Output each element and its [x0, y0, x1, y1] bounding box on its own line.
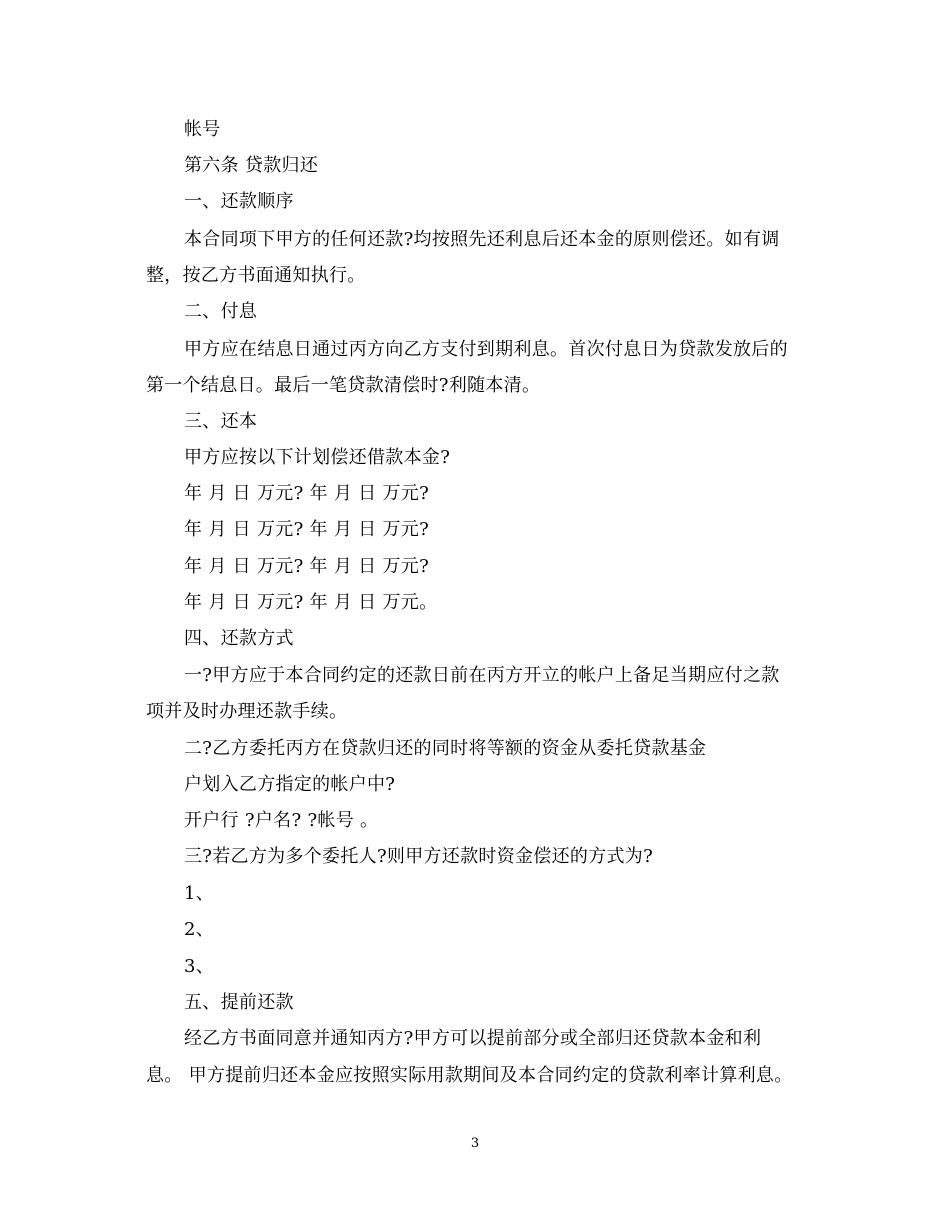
paragraph-line: 本合同项下甲方的任何还款?均按照先还利息后还本金的原则偿还。如有调 — [184, 229, 780, 250]
section-4-heading: 四、还款方式 — [184, 628, 294, 649]
repayment-schedule-line: 年 月 日 万元? 年 月 日 万元? — [184, 556, 430, 577]
paragraph-line: 甲方应在结息日通过丙方向乙方支付到期利息。首次付息日为贷款发放后的 — [184, 339, 788, 360]
repayment-schedule-line: 年 月 日 万元? 年 月 日 万元? — [184, 483, 430, 504]
paragraph-line: 第一个结息日。最后一笔贷款清偿时?利随本清。 — [146, 375, 541, 396]
section-5-heading: 五、提前还款 — [184, 992, 294, 1013]
paragraph-line: 户划入乙方指定的帐户中? — [184, 774, 396, 795]
article-6-heading: 第六条 贷款归还 — [184, 155, 319, 176]
paragraph-line: 息。 甲方提前归还本金应按照实际用款期间及本合同约定的贷款利率计算利息。 — [146, 1065, 793, 1086]
paragraph-line: 项并及时办理还款手续。 — [146, 701, 348, 722]
paragraph-line: 经乙方书面同意并通知丙方?甲方可以提前部分或全部归还贷款本金和利 — [184, 1028, 762, 1049]
paragraph-line: 甲方应按以下计划偿还借款本金? — [184, 447, 451, 468]
paragraph-line: 整，按乙方书面通知执行。 — [146, 265, 366, 286]
section-3-heading: 三、还本 — [184, 411, 258, 432]
section-1-heading: 一、还款顺序 — [184, 191, 294, 212]
account-number-line: 帐号 — [184, 119, 221, 140]
list-item: 1、 — [184, 883, 215, 904]
paragraph-line: 三?若乙方为多个委托人?则甲方还款时资金偿还的方式为? — [184, 846, 654, 867]
repayment-schedule-line: 年 月 日 万元? 年 月 日 万元? — [184, 519, 430, 540]
bank-account-line: 开户行 ?户名? ?帐号 。 — [184, 810, 379, 831]
paragraph-line: 一?甲方应于本合同约定的还款日前在丙方开立的帐户上备足当期应付之款 — [184, 665, 780, 686]
paragraph-line: 二?乙方委托丙方在贷款归还的同时将等额的资金从委托贷款基金 — [184, 738, 707, 759]
list-item: 2、 — [184, 919, 215, 940]
repayment-schedule-line: 年 月 日 万元? 年 月 日 万元。 — [184, 592, 438, 613]
list-item: 3、 — [184, 956, 215, 977]
section-2-heading: 二、付息 — [184, 301, 258, 322]
page-number: 3 — [470, 1136, 480, 1151]
